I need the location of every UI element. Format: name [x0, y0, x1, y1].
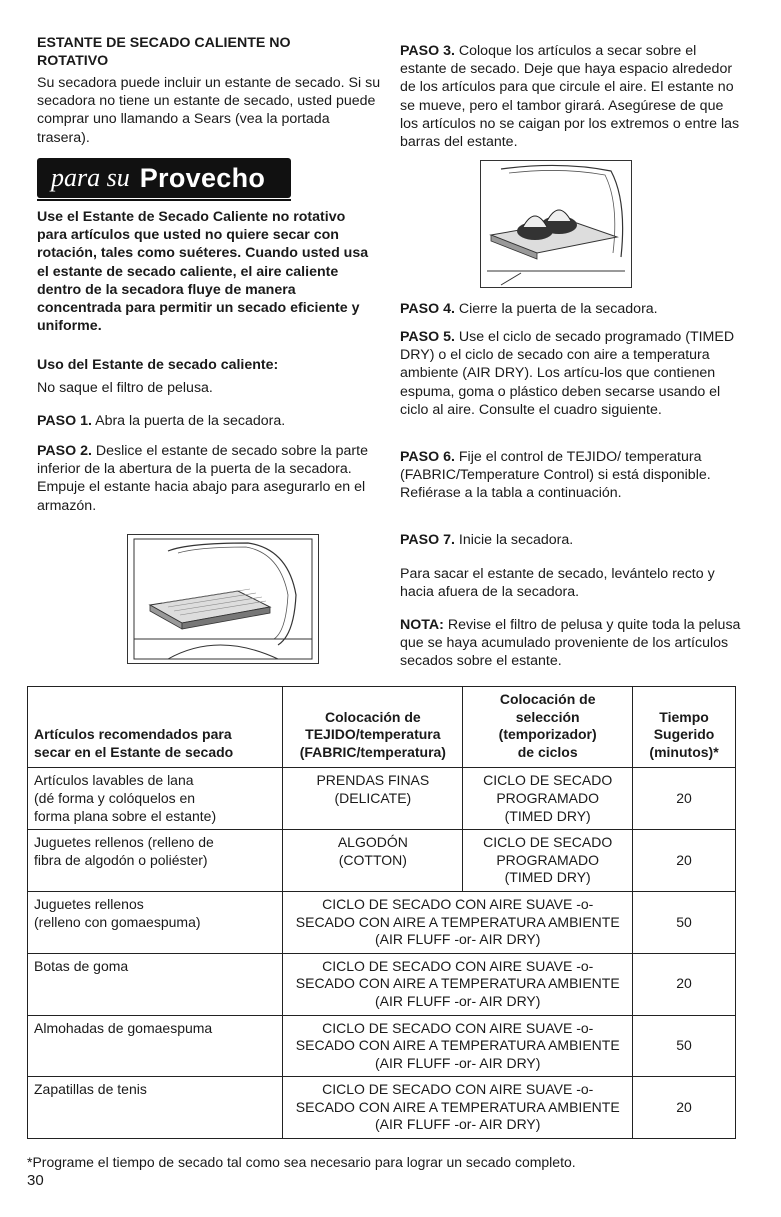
removal-instructions: Para sacar el estante de secado, levántelo recto y hacia afuera de la secadora.	[400, 566, 715, 601]
header-suggested-time: Tiempo Sugerido (minutos)*	[633, 687, 736, 768]
row-time: 20	[633, 768, 736, 830]
row-time: 50	[633, 1015, 736, 1077]
step-2-label: PASO 2.	[37, 443, 92, 459]
table-row	[28, 830, 736, 892]
row-cycle: CICLO DE SECADO PROGRAMADO (TIMED DRY)	[463, 830, 633, 892]
tip-paragraph: Use el Estante de Secado Caliente no rotativo para artículos que usted no quiere secar con rotación, tales como suéteres. Cuando usted usa el estante de secado caliente, el aire caliente dentro de la secadora fluye de manera concentrada para permitir un secado eficiente y uniforme.	[37, 209, 369, 335]
step-5	[400, 328, 742, 419]
row-item: Botas de goma	[28, 953, 283, 1015]
usage-note: No saque el filtro de pelusa.	[37, 380, 213, 396]
shoes-on-rack-illustration	[480, 160, 632, 288]
table-footnote: *Programe el tiempo de secado tal como sea necesario para lograr un secado completo.	[27, 1154, 576, 1170]
step-7	[400, 531, 740, 549]
row-item: Juguetes rellenos (relleno de fibra de algodón o poliéster)	[28, 830, 283, 892]
banner-small-text: para su	[51, 163, 130, 192]
step-2	[37, 442, 382, 515]
row-item: Juguetes rellenos (relleno con gomaespuma)	[28, 891, 283, 953]
note-text: Revise el filtro de pelusa y quite toda la pelusa que se haya acumulado proveniente de los artículos secados sobre el estante.	[400, 617, 741, 670]
dryer-rack-insert-illustration	[127, 534, 319, 664]
row-item: Almohadas de gomaespuma	[28, 1015, 283, 1077]
step-5-text: Use el ciclo de secado programado (TIMED DRY) o el ciclo de secado con aire a temperatura ambiente (AIR DRY). Los artícu-los que contienen espuma, goma o plástico deben secarse usando el ciclo al aire. Consulte el cuadro siguiente.	[400, 329, 735, 418]
row-fabric: ALGODÓN (COTTON)	[283, 830, 463, 892]
row-time: 20	[633, 830, 736, 892]
header-fabric-setting: Colocación de TEJIDO/temperatura (FABRIC/temperatura)	[283, 687, 463, 768]
table-row	[28, 1015, 736, 1077]
step-3-label: PASO 3.	[400, 43, 455, 59]
step-7-label: PASO 7.	[400, 532, 455, 548]
banner-large-text: Provecho	[139, 162, 266, 193]
section-heading: ESTANTE DE SECADO CALIENTE NO ROTATIVO	[37, 35, 291, 70]
row-time: 20	[633, 1077, 736, 1139]
intro-paragraph: Su secadora puede incluir un estante de secado. Si su secadora no tiene un estante de secado, usted puede comprar uno llamando a Sears (vea la portada trasera).	[37, 75, 381, 146]
step-7-text: Inicie la secadora.	[458, 532, 574, 548]
row-time: 20	[633, 953, 736, 1015]
drying-rack-table	[27, 686, 736, 1139]
step-6-text: Fije el control de TEJIDO/ temperatura (FABRIC/Temperature Control) si está disponible. Refiérase a la tabla a continuación.	[400, 449, 711, 502]
row-item: Zapatillas de tenis	[28, 1077, 283, 1139]
table-header-row	[28, 687, 736, 768]
step-1-text: Abra la puerta de la secadora.	[95, 413, 286, 429]
row-merged-setting: CICLO DE SECADO CON AIRE SUAVE -o- SECADO CON AIRE A TEMPERATURA AMBIENTE (AIR FLUFF -or- AIR DRY)	[283, 891, 633, 953]
step-3-text: Coloque los artículos a secar sobre el estante de secado. Deje que haya espacio alrededor de los artículos para que circule el aire. El estante no se mueve, pero el tambor girará. Asegúrese de que los artículos no se caigan por los extremos o entre las barras del estante.	[400, 43, 740, 151]
table-row	[28, 953, 736, 1015]
step-2-text: Deslice el estante de secado sobre la parte inferior de la abertura de la puerta de la secadora. Empuje el estante hacia abajo para asegurarlo en el armazón.	[37, 443, 368, 514]
note-paragraph	[400, 616, 745, 671]
step-4	[400, 300, 745, 318]
row-fabric: PRENDAS FINAS (DELICATE)	[283, 768, 463, 830]
table-row	[28, 1077, 736, 1139]
row-time: 50	[633, 891, 736, 953]
step-1	[37, 412, 377, 430]
row-merged-setting: CICLO DE SECADO CON AIRE SUAVE -o- SECADO CON AIRE A TEMPERATURA AMBIENTE (AIR FLUFF -or- AIR DRY)	[283, 1015, 633, 1077]
step-6	[400, 448, 730, 503]
row-merged-setting: CICLO DE SECADO CON AIRE SUAVE -o- SECADO CON AIRE A TEMPERATURA AMBIENTE (AIR FLUFF -or- AIR DRY)	[283, 953, 633, 1015]
table-row	[28, 768, 736, 830]
header-items: Artículos recomendados para secar en el Estante de secado	[28, 687, 283, 768]
step-3	[400, 42, 745, 151]
usage-heading: Uso del Estante de secado caliente:	[37, 357, 279, 373]
banner-divider	[37, 199, 291, 201]
table-row	[28, 891, 736, 953]
step-4-text: Cierre la puerta de la secadora.	[458, 301, 658, 317]
step-4-label: PASO 4.	[400, 301, 455, 317]
header-cycle-selection: Colocación de selección (temporizador) de ciclos	[463, 687, 633, 768]
row-cycle: CICLO DE SECADO PROGRAMADO (TIMED DRY)	[463, 768, 633, 830]
step-6-label: PASO 6.	[400, 449, 455, 465]
step-1-label: PASO 1.	[37, 413, 92, 429]
note-label: NOTA:	[400, 617, 444, 633]
row-item: Artículos lavables de lana (dé forma y colóquelos en forma plana sobre el estante)	[28, 768, 283, 830]
row-merged-setting: CICLO DE SECADO CON AIRE SUAVE -o- SECADO CON AIRE A TEMPERATURA AMBIENTE (AIR FLUFF -or- AIR DRY)	[283, 1077, 633, 1139]
step-5-label: PASO 5.	[400, 329, 455, 345]
para-su-provecho-banner	[37, 158, 291, 198]
page-number: 30	[27, 1172, 44, 1189]
